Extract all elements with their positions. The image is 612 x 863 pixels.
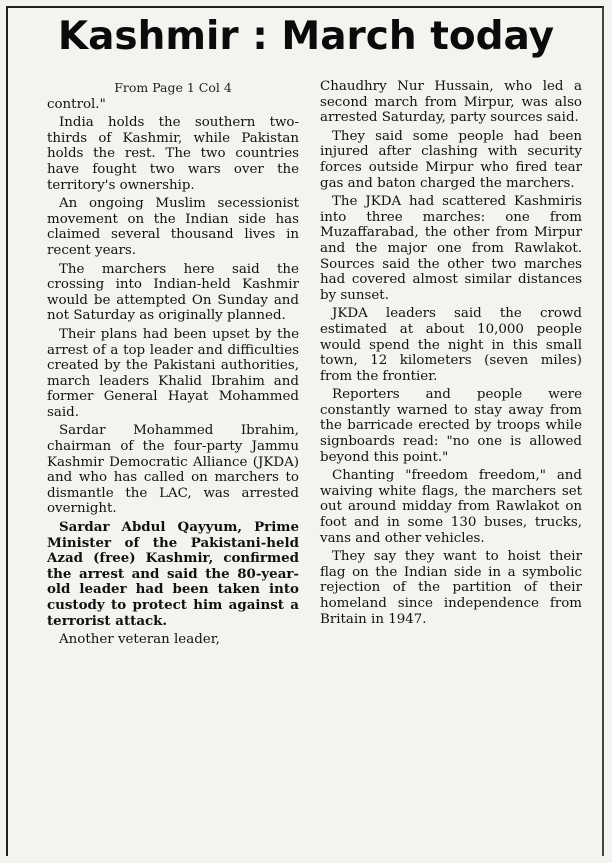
paragraph: JKDA leaders said the crowd estimated at about 10,000 people would spend the night in this small town, 12 kilometers (seven miles) from the frontier. [320,306,582,384]
paragraph: An ongoing Muslim secessionist movement on the Indian side has claimed several thousand lives in recent years. [47,196,299,258]
jump-line: From Page 1 Col 4 [114,80,232,95]
paragraph: control." [47,96,106,112]
paragraph: The JKDA had scattered Kashmiris into three marches: one from Muzaffarabad, the other from Mirpur and the major one from Rawlakot. Sources said the other two marches had covered almost similar distances by sunset. [320,194,582,303]
paragraph: The marchers here said the crossing into Indian-held Kashmir would be attempted On Sunday and not Saturday as originally planned. [47,261,299,324]
paragraph: Reporters and people were constantly warned to stay away from the barricade erected by troops while signboards read: "no one is allowed beyond this point." [320,387,582,465]
paragraph: Sardar Mohammed Ibrahim, chairman of the four-party Jammu Kashmir Democratic Alliance (JKDA) and who has called on marchers to dismantle the LAC, was arrested overnight. [47,423,299,517]
paragraph: Another veteran leader, [59,632,220,648]
paragraph: Chaudhry Nur Hussain, who led a second march from Mirpur, was also arrested Saturday, party sources said. [320,79,582,126]
paragraph: Their plans had been upset by the arrest of a top leader and difficulties created by the Pakistani authorities, march leaders Khalid Ibrahim and former General Hayat Mohammed said. [47,326,299,420]
paragraph: Chanting "freedom freedom," and waiving white flags, the marchers set out around midday from Rawlakot on foot and in some 130 buses, trucks, vans and other vehicles. [320,468,582,546]
paragraph: Sardar Abdul Qayyum, Prime Minister of the Pakistani-held Azad (free) Kashmir, confirmed the arrest and said the 80-year-old leader had been taken into custody to protect him against a terrorist attack. [47,519,299,629]
right-column [320,79,582,630]
left-column [47,80,299,651]
paragraph: India holds the southern two-thirds of Kashmir, while Pakistan holds the rest. The two countries have fought two wars over the territory's ownership. [47,115,299,193]
headline: Kashmir : March today [57,14,555,59]
paragraph: They say they want to hoist their flag on the Indian side in a symbolic rejection of the partition of their homeland since independence from Britain in 1947. [320,549,582,627]
paragraph: They said some people had been injured after clashing with security forces outside Mirpur who fired tear gas and baton charged the marchers. [320,128,582,191]
